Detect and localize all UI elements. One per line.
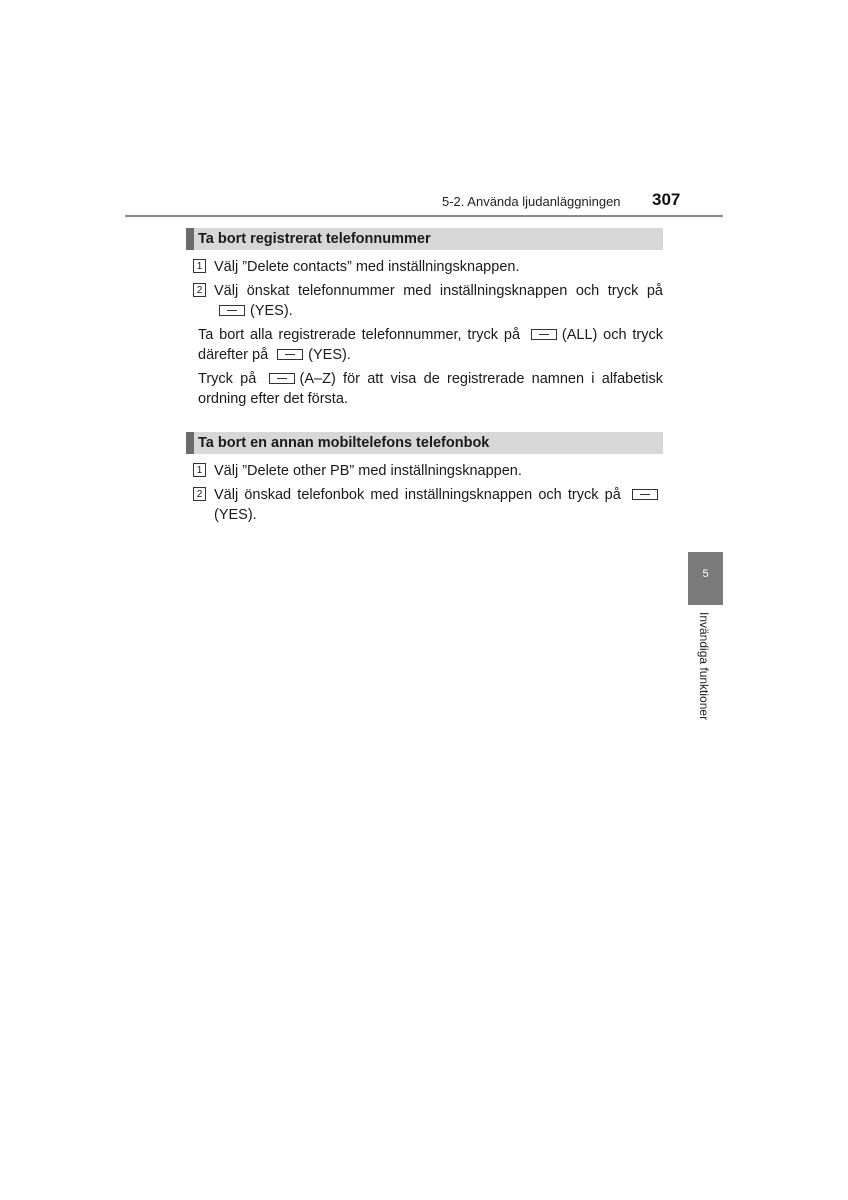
para-text: (YES).: [308, 347, 351, 363]
para-text: (ALL) och tryck därefter på: [198, 327, 664, 363]
step: [186, 257, 663, 277]
section-delete-contacts: [186, 228, 663, 409]
step: [186, 281, 663, 321]
chapter-label: Invändiga funktioner: [697, 612, 711, 721]
content: [186, 228, 663, 529]
step-text: (YES).: [214, 507, 257, 523]
step-text: Välj önskat telefonnummer med inställningsknappen och tryck på: [214, 283, 663, 299]
section-heading: Ta bort en annan mobiltelefons telefonbok: [186, 432, 663, 454]
para-text: (A–Z) för att visa de registrerade namnen i alfabetisk ordning efter det första.: [198, 371, 664, 407]
section-heading: Ta bort registrerat telefonnummer: [186, 228, 663, 250]
softkey-button-icon: [531, 329, 557, 340]
step-number: 1: [193, 463, 206, 477]
para-text: Tryck på: [198, 371, 257, 387]
page-number: 307: [652, 190, 681, 209]
info-paragraph: [186, 325, 663, 365]
para-text: Ta bort alla registrerade telefonnummer, tryck på: [198, 327, 521, 343]
step: [186, 485, 663, 525]
section-delete-other-phonebook: [186, 432, 663, 525]
step-text: Välj ”Delete contacts” med inställningsknappen.: [214, 259, 520, 275]
step-number: 2: [193, 283, 206, 297]
step-text: (YES).: [250, 303, 293, 319]
step: [186, 461, 663, 481]
softkey-button-icon: [632, 489, 658, 500]
softkey-button-icon: [269, 373, 295, 384]
info-paragraph: [186, 369, 663, 409]
running-header-section: 5-2. Använda ljudanläggningen: [442, 194, 621, 209]
softkey-button-icon: [277, 349, 303, 360]
header-rule: [125, 215, 723, 217]
step-number: 1: [193, 259, 206, 273]
step-text: Välj ”Delete other PB” med inställningsknappen.: [214, 463, 522, 479]
step-text: Välj önskad telefonbok med inställningsknappen och tryck på: [214, 487, 621, 503]
chapter-tab: 5: [688, 552, 723, 605]
softkey-button-icon: [219, 305, 245, 316]
step-number: 2: [193, 487, 206, 501]
